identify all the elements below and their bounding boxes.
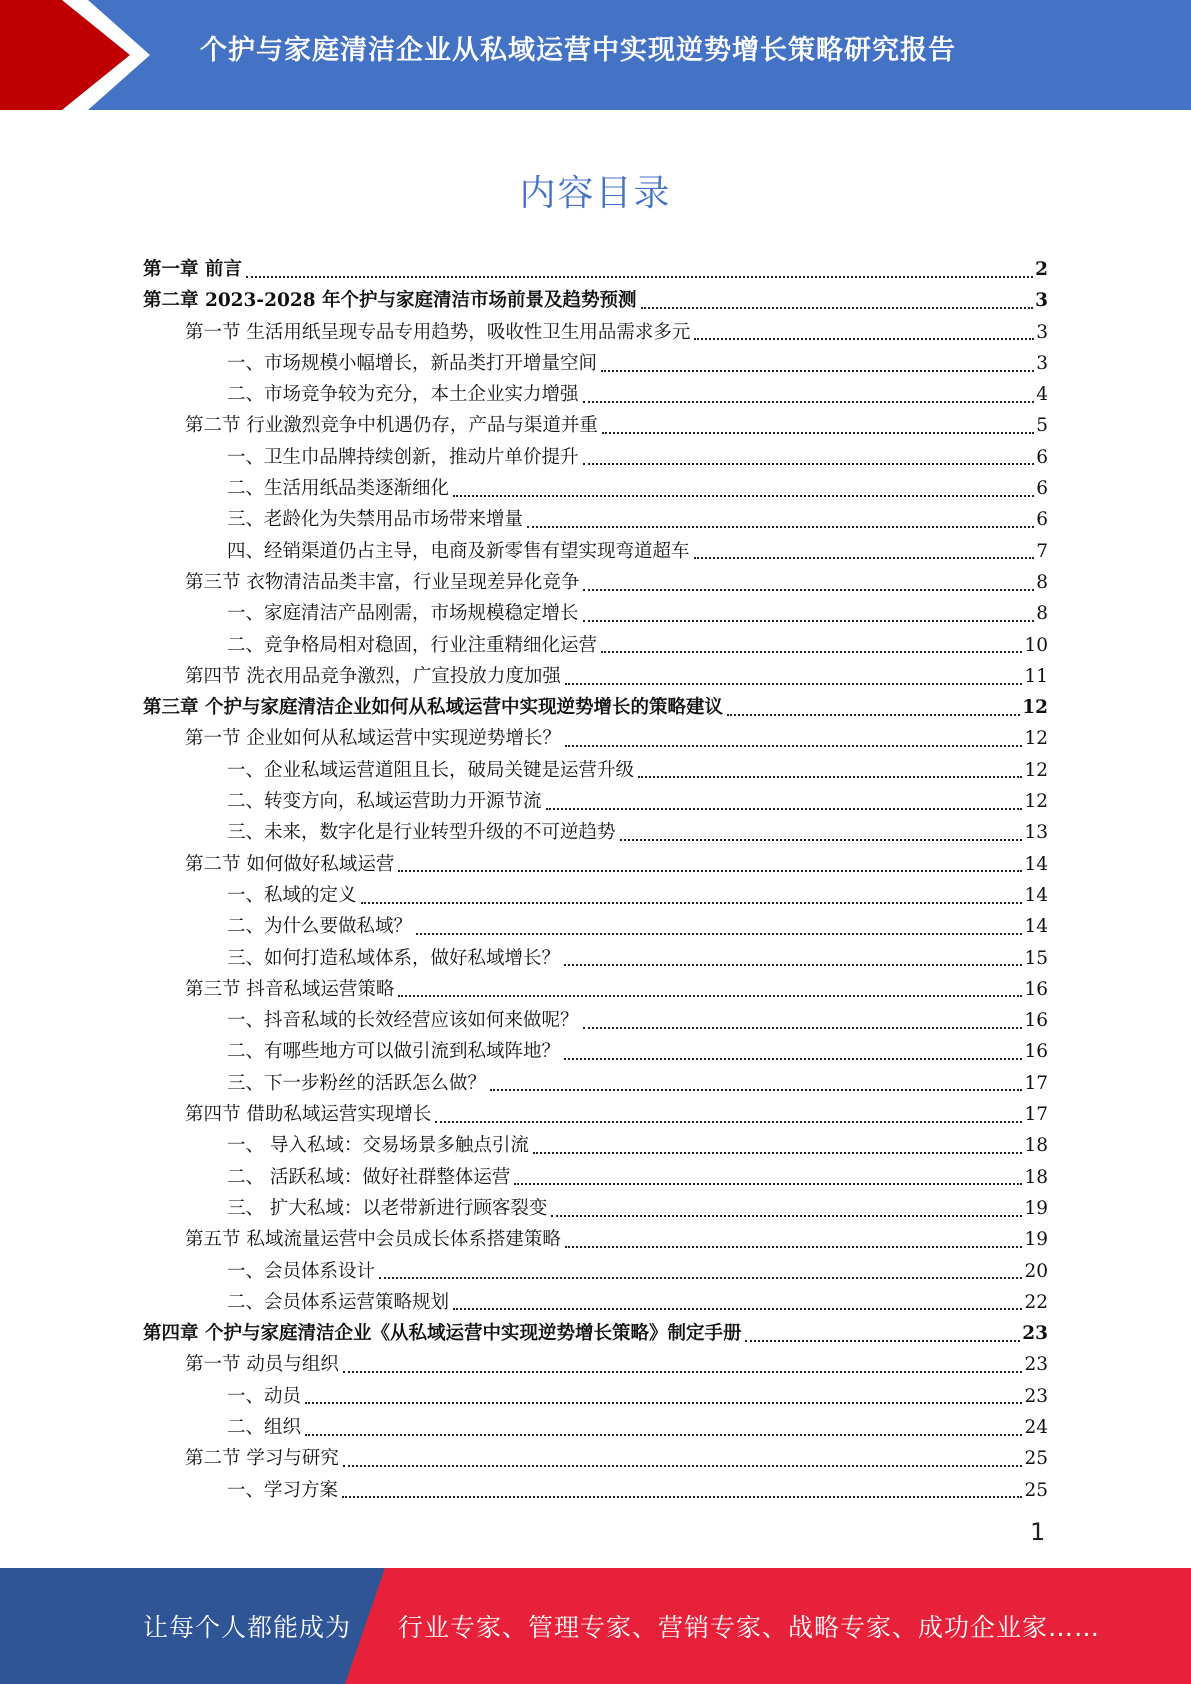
toc-entry-label: 第一节 生活用纸呈现专品专用趋势，吸收性卫生用品需求多元 xyxy=(185,321,691,343)
toc-section-entry[interactable] xyxy=(143,1099,1048,1130)
toc-entry-label: 二、为什么要做私域？ xyxy=(227,916,413,938)
toc-subsection-entry[interactable] xyxy=(143,536,1048,567)
dot-leader xyxy=(565,683,1023,685)
report-title: 个护与家庭清洁企业从私域运营中实现逆势增长策略研究报告 xyxy=(200,35,956,66)
toc-entry-page: 17 xyxy=(1024,1104,1048,1126)
toc-chapter-entry[interactable] xyxy=(143,692,1048,723)
toc-entry-label: 一、市场规模小幅增长，新品类打开增量空间 xyxy=(227,352,598,374)
dot-leader xyxy=(601,651,1022,653)
toc-entry-label: 第一节 动员与组织 xyxy=(185,1354,339,1376)
toc-subsection-entry[interactable] xyxy=(143,504,1048,535)
toc-heading: 内容目录 xyxy=(519,173,672,214)
toc-entry-label: 第五节 私域流量运营中会员成长体系搭建策略 xyxy=(185,1229,561,1251)
toc-entry-label: 四、经销渠道仍占主导，电商及新零售有望实现弯道超车 xyxy=(227,540,690,562)
toc-entry-page: 14 xyxy=(1024,884,1048,906)
toc-entry-label: 二、转变方向，私域运营助力开源节流 xyxy=(227,791,542,813)
toc-entry-page: 6 xyxy=(1036,509,1048,531)
toc-subsection-entry[interactable] xyxy=(143,598,1048,629)
toc-entry-page: 6 xyxy=(1036,446,1048,468)
toc-entry-page: 12 xyxy=(1022,697,1048,719)
toc-subsection-entry[interactable] xyxy=(143,911,1048,942)
toc-entry-page: 18 xyxy=(1024,1166,1048,1188)
toc-subsection-entry[interactable] xyxy=(143,880,1048,911)
toc-entry-label: 一、会员体系设计 xyxy=(227,1260,376,1282)
table-of-contents xyxy=(143,254,1048,1506)
dot-leader xyxy=(533,1152,1023,1154)
toc-entry-page: 12 xyxy=(1024,791,1048,813)
toc-subsection-entry[interactable] xyxy=(143,348,1048,379)
toc-subsection-entry[interactable] xyxy=(143,1287,1048,1318)
toc-entry-page: 12 xyxy=(1024,728,1048,750)
dot-leader xyxy=(453,1308,1022,1310)
toc-subsection-entry[interactable] xyxy=(143,379,1048,410)
dot-leader xyxy=(601,370,1034,372)
dot-leader xyxy=(305,1402,1022,1404)
toc-entry-page: 16 xyxy=(1024,978,1048,1000)
toc-entry-page: 5 xyxy=(1036,415,1048,437)
toc-entry-label: 三、下一步粉丝的活跃怎么做？ xyxy=(227,1072,487,1094)
dot-leader xyxy=(641,307,1034,309)
toc-entry-label: 二、竞争格局相对稳固，行业注重精细化运营 xyxy=(227,634,598,656)
toc-entry-page: 22 xyxy=(1024,1291,1048,1313)
toc-entry-label: 二、组织 xyxy=(227,1416,302,1438)
toc-entry-page: 20 xyxy=(1024,1260,1048,1282)
toc-entry-page: 18 xyxy=(1024,1135,1048,1157)
toc-section-entry[interactable] xyxy=(143,661,1048,692)
toc-entry-label: 第一节 企业如何从私域运营中实现逆势增长？ xyxy=(185,728,561,750)
toc-entry-page: 11 xyxy=(1024,665,1048,687)
page-number: 1 xyxy=(1030,1518,1046,1546)
toc-section-entry[interactable] xyxy=(143,567,1048,598)
dot-leader xyxy=(343,1465,1023,1467)
toc-entry-label: 一、学习方案 xyxy=(227,1479,339,1501)
toc-subsection-entry[interactable] xyxy=(143,1256,1048,1287)
toc-subsection-entry[interactable] xyxy=(143,1068,1048,1099)
toc-entry-page: 8 xyxy=(1036,571,1048,593)
toc-entry-label: 二、会员体系运营策略规划 xyxy=(227,1291,450,1313)
dot-leader xyxy=(246,276,1033,278)
dot-leader xyxy=(343,1371,1023,1373)
dot-leader xyxy=(583,1027,1023,1029)
toc-entry-label: 第四节 洗衣用品竞争激烈，广宣投放力度加强 xyxy=(185,665,561,687)
dot-leader xyxy=(583,589,1034,591)
toc-subsection-entry[interactable] xyxy=(143,630,1048,661)
toc-entry-page: 3 xyxy=(1036,321,1048,343)
dot-leader xyxy=(379,1277,1022,1279)
dot-leader xyxy=(416,933,1022,935)
dot-leader xyxy=(583,463,1035,465)
toc-subsection-entry[interactable] xyxy=(143,1381,1048,1412)
chevron-right-icon xyxy=(0,0,130,110)
toc-section-entry[interactable] xyxy=(143,1224,1048,1255)
toc-entry-label: 第三节 衣物清洁品类丰富，行业呈现差异化竞争 xyxy=(185,571,580,593)
toc-entry-label: 第三章 个护与家庭清洁企业如何从私域运营中实现逆势增长的策略建议 xyxy=(143,697,723,719)
toc-entry-label: 二、市场竞争较为充分，本土企业实力增强 xyxy=(227,384,579,406)
dot-leader xyxy=(694,557,1035,559)
dot-leader xyxy=(435,1121,1022,1123)
toc-subsection-entry[interactable] xyxy=(143,442,1048,473)
toc-entry-label: 三、老龄化为失禁用品市场带来增量 xyxy=(227,509,524,531)
toc-entry-label: 二、生活用纸品类逐渐细化 xyxy=(227,478,450,500)
dot-leader xyxy=(583,401,1035,403)
footer-slogan-right: 行业专家、管理专家、营销专家、战略专家、成功企业家…… xyxy=(398,1613,1101,1642)
toc-subsection-entry[interactable] xyxy=(143,1412,1048,1443)
toc-entry-page: 3 xyxy=(1035,290,1048,312)
toc-chapter-entry[interactable] xyxy=(143,285,1048,316)
toc-chapter-entry[interactable] xyxy=(143,254,1048,285)
toc-subsection-entry[interactable] xyxy=(143,943,1048,974)
toc-entry-label: 第四章 个护与家庭清洁企业《从私域运营中实现逆势增长策略》制定手册 xyxy=(143,1323,742,1345)
header-banner xyxy=(0,0,1191,110)
dot-leader xyxy=(398,870,1022,872)
toc-entry-label: 二、有哪些地方可以做引流到私域阵地？ xyxy=(227,1041,561,1063)
toc-section-entry[interactable] xyxy=(143,849,1048,880)
toc-entry-page: 14 xyxy=(1024,916,1048,938)
toc-entry-page: 25 xyxy=(1024,1479,1048,1501)
toc-entry-page: 10 xyxy=(1024,634,1048,656)
toc-entry-label: 一、家庭清洁产品刚需，市场规模稳定增长 xyxy=(227,603,579,625)
toc-entry-page: 25 xyxy=(1024,1448,1048,1470)
toc-entry-label: 第二节 如何做好私域运营 xyxy=(185,853,395,875)
toc-subsection-entry[interactable] xyxy=(143,1036,1048,1067)
toc-entry-label: 第三节 抖音私域运营策略 xyxy=(185,978,395,1000)
toc-entry-page: 23 xyxy=(1024,1354,1048,1376)
dot-leader xyxy=(527,526,1034,528)
dot-leader xyxy=(490,1089,1022,1091)
dot-leader xyxy=(453,495,1034,497)
dot-leader xyxy=(305,1434,1022,1436)
toc-entry-page: 16 xyxy=(1024,1010,1048,1032)
toc-section-entry[interactable] xyxy=(143,974,1048,1005)
toc-entry-page: 2 xyxy=(1035,259,1048,280)
toc-entry-page: 19 xyxy=(1024,1197,1048,1219)
toc-entry-label: 三、 扩大私域：以老带新进行顾客裂变 xyxy=(227,1197,548,1219)
dot-leader xyxy=(565,1246,1023,1248)
dot-leader xyxy=(583,620,1035,622)
toc-entry-label: 第四节 借助私域运营实现增长 xyxy=(185,1104,432,1126)
toc-entry-page: 3 xyxy=(1036,352,1048,374)
dot-leader xyxy=(745,1340,1020,1342)
toc-subsection-entry[interactable] xyxy=(143,1130,1048,1161)
dot-leader xyxy=(551,1215,1022,1217)
toc-entry-label: 第二节 学习与研究 xyxy=(185,1448,339,1470)
toc-section-entry[interactable] xyxy=(143,410,1048,441)
toc-section-entry[interactable] xyxy=(143,1443,1048,1474)
toc-entry-page: 12 xyxy=(1024,759,1048,781)
dot-leader xyxy=(361,902,1023,904)
toc-entry-page: 16 xyxy=(1024,1041,1048,1063)
toc-section-entry[interactable] xyxy=(143,723,1048,754)
toc-subsection-entry[interactable] xyxy=(143,755,1048,786)
toc-entry-label: 一、私域的定义 xyxy=(227,884,357,906)
toc-entry-label: 一、 导入私域：交易场景多触点引流 xyxy=(227,1135,529,1157)
toc-entry-page: 17 xyxy=(1024,1072,1048,1094)
toc-entry-label: 二、 活跃私域：做好社群整体运营 xyxy=(227,1166,511,1188)
dot-leader xyxy=(565,745,1023,747)
toc-entry-page: 8 xyxy=(1036,603,1048,625)
toc-entry-page: 6 xyxy=(1036,478,1048,500)
toc-entry-label: 三、未来，数字化是行业转型升级的不可逆趋势 xyxy=(227,822,616,844)
toc-entry-page: 15 xyxy=(1024,947,1048,969)
dot-leader xyxy=(514,1183,1022,1185)
toc-entry-label: 一、动员 xyxy=(227,1385,302,1407)
dot-leader xyxy=(638,776,1022,778)
footer-slogan-left: 让每个人都能成为 xyxy=(143,1613,352,1642)
dot-leader xyxy=(602,432,1034,434)
toc-entry-page: 23 xyxy=(1024,1385,1048,1407)
toc-entry-label: 一、抖音私域的长效经营应该如何来做呢？ xyxy=(227,1010,579,1032)
toc-entry-page: 7 xyxy=(1036,540,1048,562)
toc-subsection-entry[interactable] xyxy=(143,1005,1048,1036)
toc-section-entry[interactable] xyxy=(143,317,1048,348)
toc-entry-label: 第二节 行业激烈竞争中机遇仍存，产品与渠道并重 xyxy=(185,415,598,437)
dot-leader xyxy=(564,1058,1022,1060)
toc-section-entry[interactable] xyxy=(143,1349,1048,1380)
toc-entry-label: 三、如何打造私域体系，做好私域增长？ xyxy=(227,947,561,969)
toc-subsection-entry[interactable] xyxy=(143,786,1048,817)
toc-subsection-entry[interactable] xyxy=(143,1475,1048,1506)
toc-entry-label: 第一章 前言 xyxy=(143,259,242,280)
toc-entry-page: 19 xyxy=(1024,1229,1048,1251)
toc-subsection-entry[interactable] xyxy=(143,817,1048,848)
dot-leader xyxy=(342,1496,1022,1498)
dot-leader xyxy=(546,808,1023,810)
toc-entry-label: 一、卫生巾品牌持续创新，推动片单价提升 xyxy=(227,446,579,468)
toc-entry-page: 14 xyxy=(1024,853,1048,875)
toc-subsection-entry[interactable] xyxy=(143,1193,1048,1224)
toc-subsection-entry[interactable] xyxy=(143,1162,1048,1193)
toc-entry-page: 13 xyxy=(1024,822,1048,844)
toc-entry-label: 一、企业私域运营道阻且长，破局关键是运营升级 xyxy=(227,759,635,781)
dot-leader xyxy=(564,964,1022,966)
dot-leader xyxy=(398,995,1022,997)
dot-leader xyxy=(620,839,1023,841)
toc-entry-page: 23 xyxy=(1022,1323,1048,1345)
footer-banner xyxy=(0,1568,1191,1684)
dot-leader xyxy=(727,714,1020,716)
toc-chapter-entry[interactable] xyxy=(143,1318,1048,1349)
toc-subsection-entry[interactable] xyxy=(143,473,1048,504)
toc-entry-label: 第二章 2023-2028 年个护与家庭清洁市场前景及趋势预测 xyxy=(143,290,637,312)
toc-entry-page: 4 xyxy=(1036,384,1048,406)
dot-leader xyxy=(694,338,1034,340)
toc-entry-page: 24 xyxy=(1024,1416,1048,1438)
